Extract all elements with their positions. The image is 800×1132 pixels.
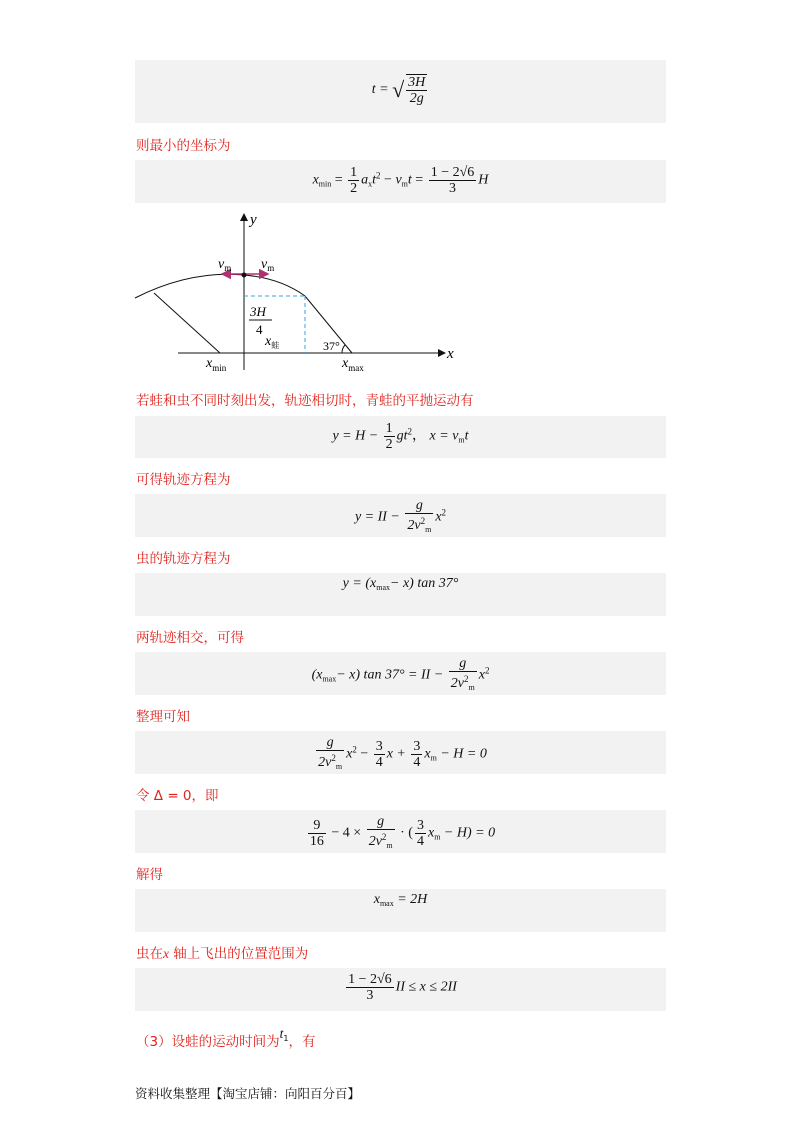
- label-delta: 令 Δ = 0，即: [136, 788, 219, 804]
- label-min: 则最小的坐标为: [136, 138, 231, 154]
- label-traj: 可得轨迹方程为: [136, 472, 231, 488]
- height-frac-num: 3H: [250, 304, 266, 319]
- equation-box-traj: [135, 494, 666, 537]
- footer: 资料收集整理【淘宝店铺：向阳百分百】: [135, 1086, 361, 1101]
- frog-point: [242, 273, 247, 278]
- label-arrange: 整理可知: [136, 709, 190, 725]
- x-frog-label: $x_蛙$: [265, 334, 280, 350]
- xmax-label: $x_{max}$: [342, 356, 364, 373]
- paragraph-3: （3）设蛙的运动时间为$t_1$，有: [136, 1026, 316, 1050]
- equation-xmin: $x_{min}$ = $\frac{1}{2}$ $a_xt^2 - v_mt$ = $\frac{1 - 2√6}{3}$ H: [312, 165, 489, 196]
- label-diff-time: 若蛙和虫不同时刻出发，轨迹相切时，青蛙的平抛运动有: [136, 393, 474, 409]
- tangent-line-left: [154, 293, 220, 353]
- equation-traj: y = II − $\frac{g}{2v^2_m}$ $x^2$: [354, 498, 447, 534]
- equation-box-range: [135, 968, 666, 1011]
- equation-delta: $\frac{9}{16}$ − 4 × $\frac{g}{2v^2_m}$ · ( $\frac{3}{4}$ $x_m - H) = 0$: [309, 814, 496, 850]
- vm-left-label: $v_m$: [218, 257, 232, 273]
- angle-arc: [342, 345, 345, 353]
- equation-box-delta: [135, 810, 666, 853]
- equation-solve: $x_{max} = 2H$: [373, 892, 428, 908]
- equation-box-t: [135, 60, 666, 123]
- xmin-label: $x_{min}$: [206, 356, 227, 373]
- trajectory-diagram: [130, 208, 460, 378]
- height-frac-den: 4: [256, 322, 263, 337]
- angle-label: 37°: [323, 339, 340, 353]
- equation-box-solve: [135, 889, 666, 932]
- equation-box-arrange: [135, 731, 666, 774]
- y-axis-label: y: [250, 212, 257, 228]
- label-solve: 解得: [136, 867, 163, 883]
- equation-box-intersect: [135, 652, 666, 695]
- equation-box-xmin: [135, 160, 666, 203]
- equation-bug: $y = (x_{max}- x)$ tan 37°: [342, 576, 459, 592]
- vm-right-label: $v_m$: [261, 257, 275, 273]
- equation-motion: y = H − $\frac{1}{2}$ $gt^2$， $x = v_mt$: [332, 421, 469, 452]
- x-axis-label: x: [447, 346, 454, 362]
- equation-box-bug: [135, 573, 666, 616]
- label-bug-traj: 虫的轨迹方程为: [136, 551, 231, 567]
- equation-intersect: $(x_{max}- x)$ tan 37° = II − $\frac{g}{2v^2_m}$ $x^2$: [311, 656, 490, 692]
- equation-arrange: $\frac{g}{2v^2_m}$ $x^2$ − $\frac{3}{4}$ x + $\frac{3}{4}$ $x_m - H = 0$: [318, 735, 487, 771]
- equation-t: t = √ $\frac{3H}{2g}$: [371, 75, 426, 106]
- label-range: 虫在x 轴上飞出的位置范围为: [136, 946, 309, 962]
- frog-trajectory: [135, 274, 305, 298]
- equation-box-motion: [135, 416, 666, 458]
- equation-range: $\frac{1 - 2√6}{3}$ II ≤ x ≤ 2II: [348, 972, 457, 1003]
- label-intersect: 两轨迹相交，可得: [136, 630, 244, 646]
